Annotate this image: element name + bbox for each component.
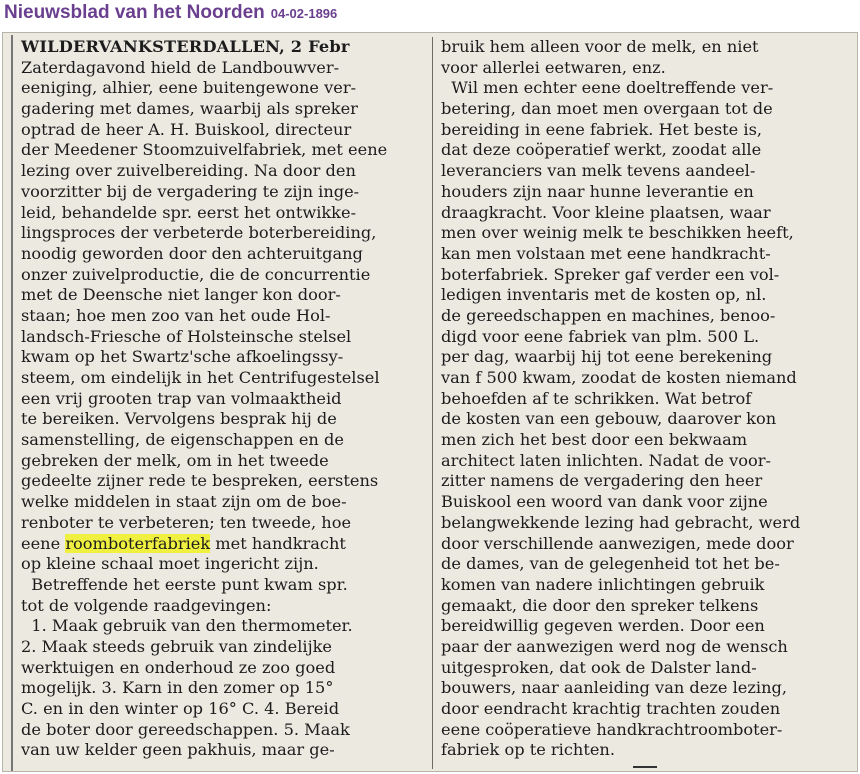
article-text-line: paar der aanwezigen werd nog de wensch xyxy=(441,636,788,656)
article-text-line: der Meedener Stoomzuivelfabriek, met eene xyxy=(21,140,388,160)
article-text-line: bouwers, naar aanleiding van deze lezing, xyxy=(441,678,788,698)
publication-date: 04-02-1896 xyxy=(270,6,338,21)
article-text-line: 1. Maak gebruik van den thermometer. xyxy=(21,616,353,636)
article-text-line: bereiding in eene fabriek. Het beste is, xyxy=(441,119,763,139)
article-text-line: gemaakt, die door den spreker telkens xyxy=(441,595,759,615)
article-text-line: met de Deensche niet langer kon door- xyxy=(21,285,341,305)
article-text-line: steem, om eindelijk in het Centrifugestelsel xyxy=(21,368,380,387)
article-text-line: renboter te verbeteren; ten tweede, hoe xyxy=(21,512,352,532)
article-text-line: lezing over zuivelbereiding. Na door den xyxy=(21,161,356,181)
article-text-line: ledigen inventaris met de kosten op, nl. xyxy=(441,285,767,305)
article-text-line: van f 500 kwam, zoodat de kosten niemand xyxy=(441,368,797,387)
article-text-line: gebreken der melk, om in het tweede xyxy=(21,450,329,470)
article-text-line: fabriek op te richten. xyxy=(441,740,615,760)
article-text-line: de dames, van de gelegenheid tot het be- xyxy=(441,554,780,574)
article-text-line: welke middelen in staat zijn om de boe- xyxy=(21,492,347,512)
article-text-line: onzer zuivelproductie, die de concurrentie xyxy=(21,264,371,284)
article-text-line: behoefden af te schrikken. Wat betrof xyxy=(441,388,752,408)
article-text-line: op kleine schaal moet ingericht zijn. xyxy=(21,554,319,574)
article-text-line: draagkracht. Voor kleine plaatsen, waar xyxy=(441,202,771,222)
article-text-line: leid, behandelde spr. eerst het ontwikke- xyxy=(21,202,357,222)
article-text-line: men zich het best door een bekwaam xyxy=(441,430,748,450)
article-text-line: door eendracht krachtig trachten zouden xyxy=(441,699,781,718)
article-text-line xyxy=(21,534,423,555)
article-column-right xyxy=(441,37,857,761)
article-dateline: WILDERVANKSTERDALLEN, 2 Febr xyxy=(21,37,350,56)
line-suffix: met handkracht xyxy=(210,533,346,553)
article-text-line: te bereiken. Vervolgens besprak hij de xyxy=(21,409,337,429)
article-text-line: per dag, waarbij hij tot eene berekening xyxy=(441,347,773,367)
article-text-line: betering, dan moet men overgaan tot de xyxy=(441,99,773,119)
article-text-line: landsch-Friesche of Holsteinsche stelsel xyxy=(21,326,352,346)
article-text-line: eene coöperatieve handkrachtroomboter- xyxy=(441,719,783,739)
article-text-line: mogelijk. 3. Karn in den zomer op 15° xyxy=(21,678,334,698)
article-text-line: digd voor eene fabriek van plm. 500 L. xyxy=(441,326,760,346)
newspaper-clipping xyxy=(2,32,858,772)
article-text-line: leveranciers van melk tevens aandeel- xyxy=(441,161,756,181)
article-text-line: Betreffende het eerste punt kwam spr. xyxy=(21,574,348,594)
line-prefix: eene xyxy=(21,533,66,553)
article-text-line: C. en in den winter op 16° C. 4. Bereid xyxy=(21,699,340,718)
article-text-line: bereidwillig gegeven werden. Door een xyxy=(441,616,765,636)
article-text-line: belangwekkende lezing had gebracht, werd xyxy=(441,512,801,532)
article-column-left xyxy=(21,37,423,761)
article-text-line: houders zijn naar hunne leverantie en xyxy=(441,181,754,201)
article-text-line: de gereedschappen en machines, benoo- xyxy=(441,305,776,325)
article-text-line: boterfabriek. Spreker gaf verder een vol- xyxy=(441,264,780,284)
article-text-line: kan men volstaan met eene handkracht- xyxy=(441,243,771,263)
article-text-line: uitgesproken, dat ook de Dalster land- xyxy=(441,657,757,677)
article-text-line: tot de volgende raadgevingen: xyxy=(21,595,272,615)
article-text-line: Zaterdagavond hield de Landbouwver- xyxy=(21,57,340,77)
page-header xyxy=(4,2,337,30)
column-divider xyxy=(432,37,433,769)
left-border-rule xyxy=(11,35,13,771)
article-text-line: van uw kelder geen pakhuis, maar ge- xyxy=(21,740,335,760)
article-text-line: voor allerlei eetwaren, enz. xyxy=(441,57,666,77)
article-text-line: Buiskool een woord van dank voor zijne xyxy=(441,492,768,512)
article-text-line: noodig geworden door den achteruitgang xyxy=(21,243,363,263)
article-text-line: de boter door gereedschappen. 5. Maak xyxy=(21,719,350,739)
article-text-line: 2. Maak steeds gebruik van zindelijke xyxy=(21,636,333,656)
article-text-line: gadering met dames, waarbij als spreker xyxy=(21,99,358,119)
article-end-rule xyxy=(633,766,657,768)
article-text-line: bruik hem alleen voor de melk, en niet xyxy=(441,37,759,56)
article-text-line: lingsproces der verbeterde boterbereiding, xyxy=(21,223,377,243)
article-text-line: voorzitter bij de vergadering te zijn inge- xyxy=(21,181,360,201)
article-text-line: samenstelling, de eigenschappen en de xyxy=(21,430,344,450)
article-text-line: optrad de heer A. H. Buiskool, directeur xyxy=(21,119,352,139)
article-text-line: zitter namens de vergadering den heer xyxy=(441,471,763,491)
article-text-line: gedeelte zijner rede te bespreken, eerstens xyxy=(21,471,379,491)
article-text-line: eeniging, alhier, eene buitengewone ver- xyxy=(21,78,357,98)
article-text-line: Wil men echter eene doeltreffende ver- xyxy=(441,78,774,98)
article-text-line: staan; hoe men zoo van het oude Hol- xyxy=(21,305,331,325)
article-text-line: architect laten inlichten. Nadat de voor- xyxy=(441,450,772,470)
article-text-line: kwam op het Swartz'sche afkoelingssy- xyxy=(21,347,344,367)
article-text-line: een vrij grooten trap van volmaaktheid xyxy=(21,388,342,408)
newspaper-title: Nieuwsblad van het Noorden xyxy=(4,2,265,23)
article-text-line: werktuigen en onderhoud ze zoo goed xyxy=(21,657,336,677)
article-text-line: de kosten van een gebouw, daarover kon xyxy=(441,409,777,429)
article-text-line: dat deze coöperatief werkt, zoodat alle xyxy=(441,140,762,160)
article-text-line: komen van nadere inlichtingen gebruik xyxy=(441,574,765,594)
article-text-line: men over weinig melk te beschikken heeft, xyxy=(441,223,794,243)
article-text-line: door verschillende aanwezigen, mede door xyxy=(441,533,794,553)
search-highlight: roomboterfabriek xyxy=(65,533,211,553)
